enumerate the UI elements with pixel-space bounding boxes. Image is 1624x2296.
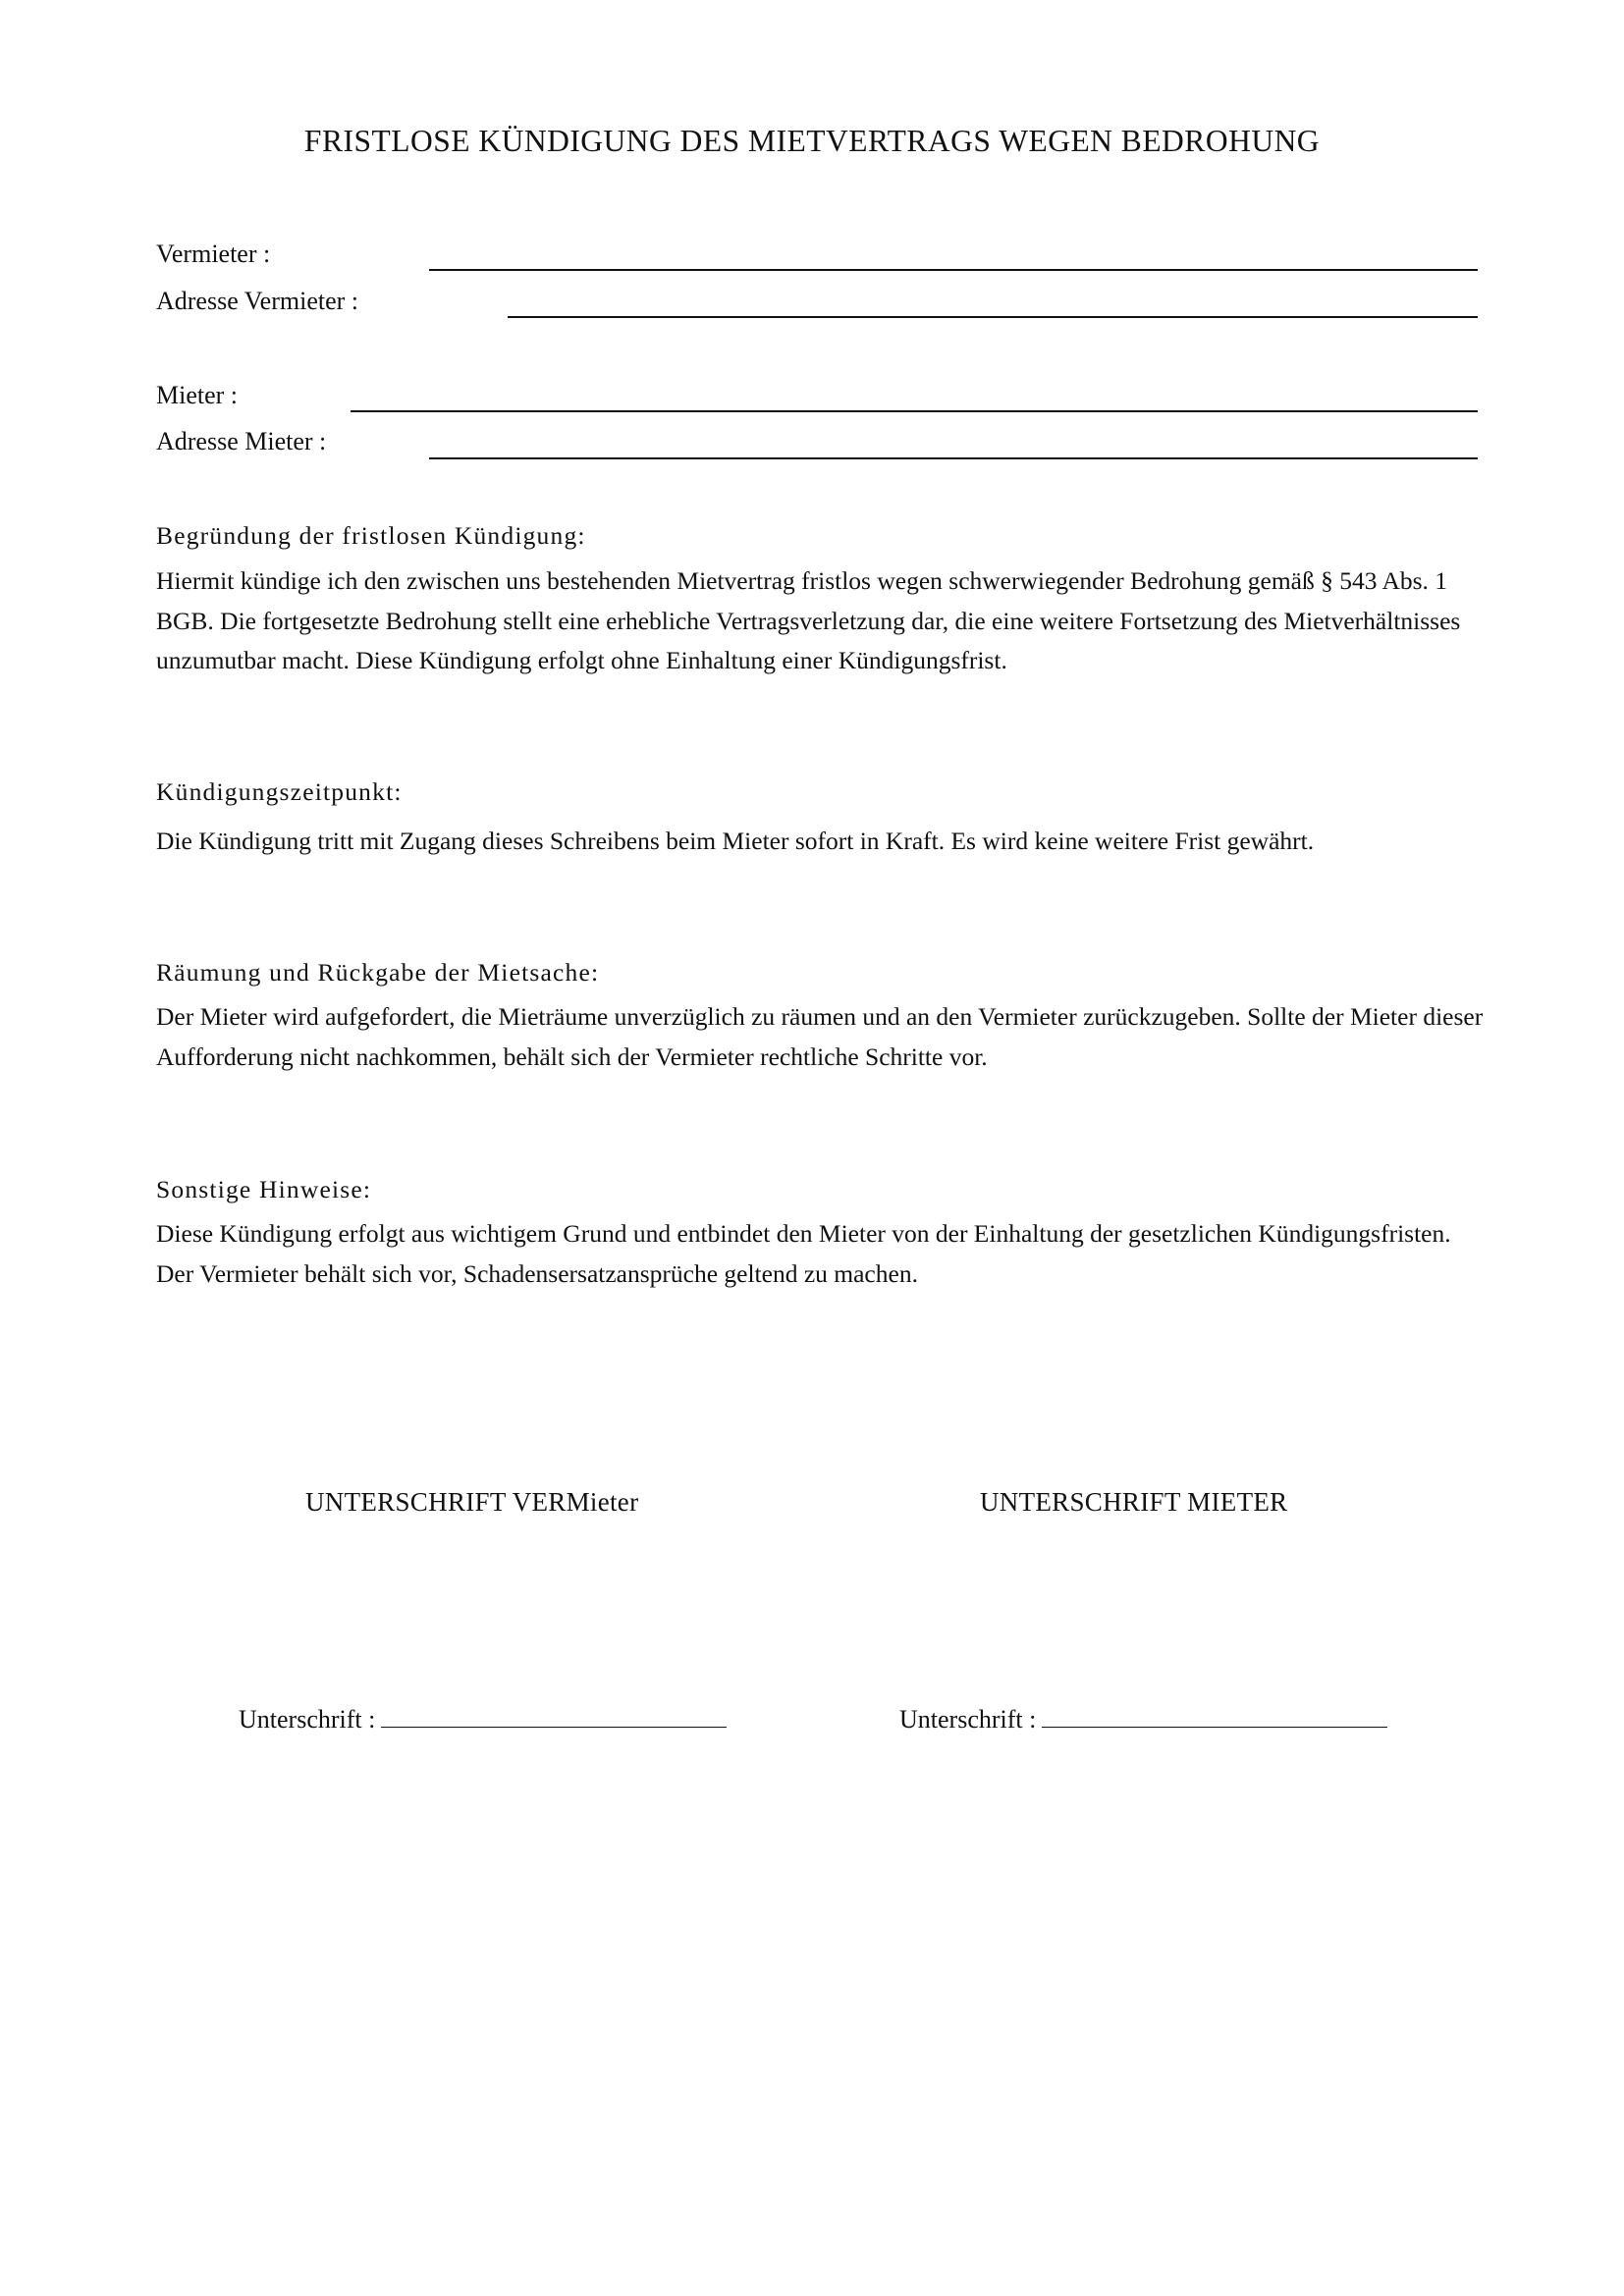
- tenant-label: Mieter :: [156, 381, 239, 409]
- section-text-reason: Hiermit kündige ich den zwischen uns bestehenden Mietvertrag fristlos wegen schwerwiegender Bedrohung gemäß § 543 Abs. 1 BGB. Die fortgesetzte Bedrohung stellt eine erhebliche Vertragsverletzung dar, die eine weitere Fortsetzung des Mietverhältnisses unzumutbar macht. Diese Kündigung erfolgt ohne Einhaltung einer Kündigungsfrist.: [156, 566, 1461, 674]
- tenant-signature-heading: UNTERSCHRIFT MIETER: [980, 1487, 1288, 1517]
- document-title: FRISTLOSE KÜNDIGUNG DES MIETVERTRAGS WEGEN BEDROHUNG: [303, 124, 1321, 158]
- landlord-signature-heading: UNTERSCHRIFT VERMieter: [305, 1487, 639, 1517]
- tenant-address-label: Adresse Mieter :: [156, 427, 327, 455]
- landlord-address-label: Adresse Vermieter :: [156, 287, 359, 315]
- section-heading-reason: Begründung der fristlosen Kündigung:: [156, 521, 586, 550]
- tenant-signature-label: Unterschrift :: [899, 1705, 1037, 1734]
- section-heading-effective-date: Kündigungszeitpunkt:: [156, 777, 403, 806]
- tenant-signature-field[interactable]: [1042, 1705, 1387, 1728]
- landlord-signature-label: Unterschrift :: [239, 1705, 376, 1734]
- landlord-signature-line: [239, 1705, 727, 1735]
- section-text-vacating: Der Mieter wird aufgefordert, die Mieträume unverzüglich zu räumen und an den Vermieter zurückzugeben. Sollte der Mieter dieser Aufforderung nicht nachkommen, behält sich der Vermieter rechtliche Schritte vor.: [156, 1002, 1484, 1071]
- section-text-effective-date: Die Kündigung tritt mit Zugang dieses Schreibens beim Mieter sofort in Kraft. Es wird keine weitere Frist gewährt.: [156, 827, 1315, 855]
- tenant-signature-line: [899, 1705, 1387, 1735]
- tenant-name-field[interactable]: [351, 410, 1478, 412]
- landlord-label: Vermieter :: [156, 240, 271, 268]
- landlord-address-field[interactable]: [508, 316, 1478, 318]
- section-text-notes: Diese Kündigung erfolgt aus wichtigem Grund und entbindet den Mieter von der Einhaltung der gesetzlichen Kündigungsfristen. Der Vermieter behält sich vor, Schadensersatzansprüche geltend zu machen.: [156, 1219, 1451, 1288]
- section-heading-vacating: Räumung und Rückgabe der Mietsache:: [156, 958, 600, 987]
- section-heading-notes: Sonstige Hinweise:: [156, 1175, 372, 1203]
- landlord-signature-field[interactable]: [381, 1705, 727, 1728]
- landlord-name-field[interactable]: [429, 269, 1478, 271]
- tenant-address-field[interactable]: [429, 457, 1478, 459]
